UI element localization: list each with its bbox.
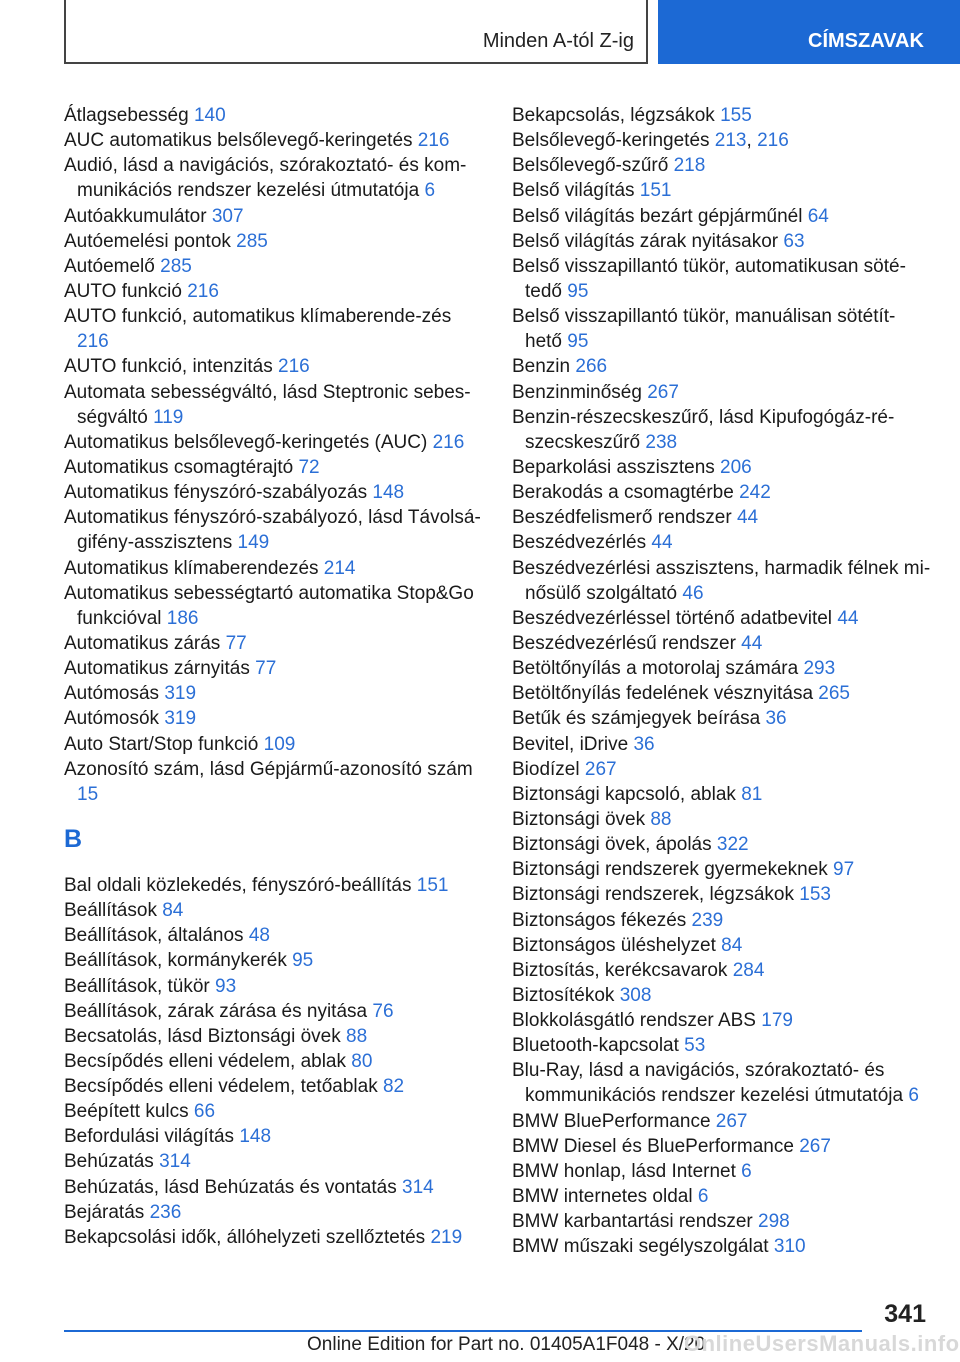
index-entry: Belsőlevegő-keringetés 213, 216 bbox=[512, 130, 789, 152]
index-term: Belsőlevegő-keringetés bbox=[512, 130, 710, 152]
index-entry bbox=[512, 631, 932, 656]
index-term: AUTO funkció bbox=[64, 280, 182, 302]
index-column-left bbox=[64, 103, 484, 1250]
index-entry bbox=[64, 898, 484, 923]
page-reference-link[interactable]: 179 bbox=[761, 1010, 793, 1032]
index-term: Biztonsági kapcsoló, ablak bbox=[512, 783, 736, 805]
index-term: Automatikus belsőlevegő-keringetés (AUC) bbox=[64, 431, 428, 453]
index-entry bbox=[64, 1149, 484, 1174]
index-term: Bekapcsolási idők, állóhelyzeti szellőztetés bbox=[64, 1226, 426, 1248]
page-reference-link[interactable]: 216 bbox=[187, 280, 219, 302]
index-term: Beszédvezérlés bbox=[512, 532, 647, 554]
index-term: Beszédvezérléssel történő adatbevitel bbox=[512, 607, 833, 629]
index-entry bbox=[512, 1159, 932, 1184]
page-reference-link[interactable]: 64 bbox=[807, 205, 829, 227]
index-term: Beépített kulcs bbox=[64, 1101, 189, 1123]
index-entry bbox=[64, 1024, 484, 1049]
page-reference-link[interactable]: 44 bbox=[741, 632, 763, 654]
index-entry bbox=[64, 254, 484, 279]
index-term: Automata sebességváltó, lásd Steptronic sebes‐ségváltó bbox=[64, 381, 471, 428]
page-reference-link[interactable]: 97 bbox=[833, 859, 855, 881]
page-reference-link[interactable]: 88 bbox=[650, 808, 672, 830]
index-term: Behúzatás bbox=[64, 1151, 154, 1173]
page-reference-link[interactable]: 314 bbox=[402, 1176, 434, 1198]
page-reference-link[interactable]: 148 bbox=[239, 1126, 272, 1148]
page-reference-link[interactable]: 149 bbox=[237, 532, 270, 554]
index-term: Beszédvezérlési asszisztens, harmadik félnek mi‐nősülő szolgáltató bbox=[512, 557, 931, 604]
index-list-right bbox=[512, 103, 932, 1259]
index-entry bbox=[512, 380, 932, 405]
index-term: Behúzatás, lásd Behúzatás és vontatás bbox=[64, 1176, 397, 1198]
index-term: Autóemelési pontok bbox=[64, 230, 231, 252]
index-term: Beállítások, általános bbox=[64, 925, 244, 947]
index-term: Automatikus sebességtartó automatika Stop&Go funkcióval bbox=[64, 582, 474, 629]
page-reference-link[interactable]: 216 bbox=[757, 130, 789, 152]
index-term: Benzin bbox=[512, 356, 571, 378]
index-entry bbox=[64, 455, 484, 480]
page-reference-link[interactable]: 46 bbox=[682, 582, 704, 604]
page-reference-link[interactable]: 44 bbox=[736, 507, 759, 529]
page-reference-link[interactable]: 307 bbox=[211, 205, 244, 227]
page-reference-link[interactable]: 53 bbox=[684, 1035, 706, 1057]
page-reference-link[interactable]: 72 bbox=[298, 456, 320, 478]
index-term: Autómosás bbox=[64, 683, 160, 705]
index-term: Becsípődés elleni védelem, ablak bbox=[64, 1050, 347, 1072]
index-term: Azonosító szám, lásd Gépjármű-azonosító szám bbox=[64, 758, 473, 780]
index-entry bbox=[64, 204, 484, 229]
footer-text: Online Edition for Part no. 01405A1F048 - X/20 bbox=[307, 1334, 706, 1355]
index-term: Beszédvezérlésű rendszer bbox=[512, 632, 736, 654]
index-entry bbox=[512, 455, 932, 480]
index-term: Beállítások, kormánykerék bbox=[64, 950, 287, 972]
page-reference-link[interactable]: 155 bbox=[720, 105, 752, 126]
index-term: Belső világítás bbox=[512, 180, 635, 202]
page-reference-link[interactable]: 48 bbox=[248, 925, 270, 947]
page-reference-link[interactable]: 6 bbox=[697, 1186, 709, 1208]
index-term: Benzin-részecskeszűrő, lásd Kipufogógáz-ré‐szecskeszűrő bbox=[512, 406, 895, 453]
index-term: Automatikus fényszóró-szabályozó, lásd Távolsá‐gifény-asszisztens bbox=[64, 507, 481, 554]
index-entry bbox=[512, 983, 932, 1008]
index-term: Beszédfelismerő rendszer bbox=[512, 507, 732, 529]
page-reference-link[interactable]: 216 bbox=[278, 356, 310, 378]
index-term: Biztonságos fékezés bbox=[512, 909, 687, 931]
index-entry bbox=[64, 1049, 484, 1074]
index-term: Beállítások, tükör bbox=[64, 975, 210, 997]
index-term: Autómosók bbox=[64, 708, 160, 730]
index-entry bbox=[64, 430, 484, 455]
index-entry bbox=[512, 782, 932, 807]
index-term: Biztonságos üléshelyzet bbox=[512, 934, 716, 956]
page-reference-link[interactable]: 36 bbox=[765, 708, 787, 730]
index-entry bbox=[64, 581, 484, 631]
page-reference-link[interactable]: 216 bbox=[417, 130, 450, 152]
index-entry bbox=[512, 958, 932, 983]
index-entry bbox=[64, 656, 484, 681]
index-entry bbox=[64, 1225, 484, 1250]
index-term: Audió, lásd a navigációs, szórakoztató- és kom‐munikációs rendszer kezelési útmutatója bbox=[64, 155, 467, 202]
index-entry bbox=[512, 405, 932, 455]
index-term: Beparkolási asszisztens bbox=[512, 456, 715, 478]
page-reference-link[interactable]: 267 bbox=[647, 381, 679, 403]
index-term: Beállítások, zárak zárása és nyitása bbox=[64, 1000, 368, 1022]
index-column-right bbox=[512, 103, 932, 1259]
index-term: Betűk és számjegyek beírása bbox=[512, 708, 761, 730]
index-entry bbox=[64, 732, 484, 757]
index-term: Biztosítékok bbox=[512, 984, 615, 1006]
index-term: Betöltőnyílás fedelének vésznyitása bbox=[512, 683, 814, 705]
index-entry bbox=[512, 706, 932, 731]
page-reference-link[interactable]: 148 bbox=[372, 482, 405, 504]
page-reference-link[interactable]: 95 bbox=[292, 950, 314, 972]
page-reference-link[interactable]: 308 bbox=[619, 984, 652, 1006]
page-reference-link[interactable]: 77 bbox=[225, 632, 247, 654]
index-term: Belsőlevegő-szűrő bbox=[512, 155, 669, 177]
page-reference-link[interactable]: 151 bbox=[639, 180, 672, 202]
index-entry bbox=[512, 354, 932, 379]
index-entry bbox=[512, 480, 932, 505]
index-term: AUTO funkció, automatikus klímaberende‐zés bbox=[64, 306, 452, 328]
page-reference-link[interactable]: 44 bbox=[651, 532, 673, 554]
index-entry bbox=[64, 229, 484, 254]
index-entry bbox=[64, 948, 484, 973]
page-reference-link[interactable]: 238 bbox=[645, 431, 678, 453]
index-entry bbox=[512, 933, 932, 958]
index-entry bbox=[512, 153, 932, 178]
index-entry bbox=[512, 178, 932, 203]
page-reference-link[interactable]: 314 bbox=[159, 1151, 191, 1173]
index-entry bbox=[512, 1058, 932, 1108]
index-entry bbox=[512, 229, 932, 254]
index-term: Belső világítás bezárt gépjárműnél bbox=[512, 205, 803, 227]
header-tab-label: CÍMSZAVAK bbox=[808, 30, 924, 52]
index-term: Biztonsági rendszerek gyermekeknek bbox=[512, 859, 828, 881]
index-entry bbox=[512, 732, 932, 757]
index-entry bbox=[512, 681, 932, 706]
page-reference-link[interactable]: 140 bbox=[193, 105, 226, 126]
index-entry bbox=[64, 1099, 484, 1124]
index-entry bbox=[512, 103, 932, 128]
index-term: Bekapcsolás, légzsákok bbox=[512, 105, 715, 126]
page-reference-link[interactable]: 6 bbox=[908, 1085, 919, 1107]
index-term: Automatikus zárás bbox=[64, 632, 221, 654]
index-entry bbox=[64, 279, 484, 304]
page-reference-link[interactable]: 109 bbox=[263, 733, 296, 755]
index-term: Bal oldali közlekedés, fényszóró-beállítás bbox=[64, 874, 412, 896]
page-reference-link[interactable]: 319 bbox=[164, 683, 197, 705]
page-reference-link[interactable]: 95 bbox=[567, 280, 589, 302]
index-term: BMW BluePerformance bbox=[512, 1110, 711, 1132]
page-reference-link[interactable]: 206 bbox=[720, 456, 752, 478]
index-term: Blu-Ray, lásd a navigációs, szórakoztató- és kommunikációs rendszer kezelési útmutatója bbox=[512, 1060, 904, 1107]
page-reference-link[interactable]: 267 bbox=[715, 1110, 748, 1132]
page-reference-link[interactable]: 285 bbox=[236, 230, 268, 252]
index-list-b bbox=[64, 873, 484, 1250]
index-entry bbox=[512, 1209, 932, 1234]
page-reference-link[interactable]: 119 bbox=[153, 406, 184, 428]
page-reference-link[interactable]: 310 bbox=[773, 1236, 806, 1258]
page-reference-link[interactable]: 153 bbox=[799, 884, 831, 906]
index-entry bbox=[64, 999, 484, 1024]
page-reference-link[interactable]: 218 bbox=[673, 155, 706, 177]
index-term: Automatikus fényszóró-szabályozás bbox=[64, 482, 368, 504]
index-entry bbox=[64, 974, 484, 999]
page-reference-link[interactable]: 66 bbox=[193, 1101, 216, 1123]
index-term: AUC automatikus belsőlevegő-keringetés bbox=[64, 130, 413, 152]
page-reference-link[interactable]: 285 bbox=[160, 255, 192, 277]
index-term: BMW honlap, lásd Internet bbox=[512, 1160, 736, 1182]
page-reference-link[interactable]: 36 bbox=[633, 733, 655, 755]
index-entry bbox=[64, 706, 484, 731]
index-entry bbox=[512, 832, 932, 857]
index-term: Befordulási világítás bbox=[64, 1126, 235, 1148]
index-entry bbox=[64, 480, 484, 505]
index-term: Auto Start/Stop funkció bbox=[64, 733, 259, 755]
index-term: BMW karbantartási rendszer bbox=[512, 1211, 753, 1233]
index-entry bbox=[64, 1175, 484, 1200]
page-reference-link[interactable]: 298 bbox=[758, 1211, 790, 1233]
page-reference-link[interactable]: 63 bbox=[783, 230, 805, 252]
page-reference-link[interactable]: 293 bbox=[803, 658, 836, 680]
index-term: Bejáratás bbox=[64, 1201, 145, 1223]
index-term: AUTO funkció, intenzitás bbox=[64, 356, 273, 378]
index-entry bbox=[512, 882, 932, 907]
index-entry bbox=[64, 1200, 484, 1225]
index-term: Becsípődés elleni védelem, tetőablak bbox=[64, 1076, 378, 1098]
index-entry bbox=[512, 530, 932, 555]
index-entry bbox=[512, 606, 932, 631]
page-reference-link[interactable]: 322 bbox=[716, 834, 749, 856]
index-term: Autóemelő bbox=[64, 255, 155, 277]
index-term: Betöltőnyílás a motorolaj számára bbox=[512, 658, 799, 680]
index-term: Biztonsági övek bbox=[512, 808, 646, 830]
index-term: Becsatolás, lásd Biztonsági övek bbox=[64, 1025, 341, 1047]
index-entry bbox=[64, 757, 484, 807]
page-reference-link[interactable]: 15 bbox=[77, 783, 99, 805]
index-entry bbox=[64, 873, 484, 898]
index-entry bbox=[64, 923, 484, 948]
index-term: Benzinminőség bbox=[512, 381, 642, 403]
index-entry bbox=[64, 103, 484, 128]
index-term: BMW Diesel és BluePerformance bbox=[512, 1135, 794, 1157]
header-tab[interactable] bbox=[658, 0, 960, 64]
page-reference-link[interactable]: 77 bbox=[255, 658, 277, 680]
page-reference-link[interactable]: 44 bbox=[837, 607, 859, 629]
page-reference-link[interactable]: 93 bbox=[215, 975, 237, 997]
index-entry bbox=[512, 1033, 932, 1058]
page-reference-link[interactable]: 242 bbox=[739, 482, 771, 504]
page-reference-link[interactable]: 82 bbox=[382, 1076, 405, 1098]
index-term: Belső világítás zárak nyitásakor bbox=[512, 230, 779, 252]
index-entry bbox=[512, 254, 932, 304]
index-term: Automatikus zárnyitás bbox=[64, 658, 250, 680]
index-term: Biodízel bbox=[512, 758, 580, 780]
index-term: BMW internetes oldal bbox=[512, 1186, 693, 1208]
page-reference-link[interactable]: 95 bbox=[567, 331, 589, 353]
index-term: Bluetooth-kapcsolat bbox=[512, 1035, 679, 1057]
index-term: Berakodás a csomagtérbe bbox=[512, 482, 734, 504]
page-reference-link[interactable]: 236 bbox=[149, 1201, 182, 1223]
index-entry bbox=[512, 807, 932, 832]
index-entry bbox=[64, 631, 484, 656]
page-reference-link[interactable]: 6 bbox=[424, 180, 436, 202]
page-number: 341 bbox=[884, 1300, 926, 1328]
index-term: Biztonsági övek, ápolás bbox=[512, 834, 712, 856]
page-reference-link[interactable]: 81 bbox=[741, 783, 763, 805]
page-reference-link[interactable]: 219 bbox=[430, 1226, 463, 1248]
index-term: Automatikus klímaberendezés bbox=[64, 557, 319, 579]
index-entry bbox=[512, 1109, 932, 1134]
index-entry bbox=[64, 505, 484, 555]
index-entry bbox=[512, 505, 932, 530]
index-entry bbox=[64, 1124, 484, 1149]
index-entry bbox=[512, 1008, 932, 1033]
index-entry bbox=[512, 556, 932, 606]
page-reference-link[interactable]: 267 bbox=[799, 1135, 831, 1157]
page-reference-link[interactable]: 239 bbox=[691, 909, 724, 931]
index-term: Bevitel, iDrive bbox=[512, 733, 629, 755]
page-reference-link[interactable]: 284 bbox=[732, 959, 765, 981]
index-entry bbox=[64, 556, 484, 581]
index-entry bbox=[512, 757, 932, 782]
page-reference-link[interactable]: 76 bbox=[372, 1000, 394, 1022]
index-entry bbox=[512, 304, 932, 354]
page-reference-link[interactable]: 6 bbox=[741, 1160, 752, 1182]
index-entry bbox=[512, 908, 932, 933]
index-term: Autóakkumulátor bbox=[64, 205, 207, 227]
index-entry bbox=[512, 1234, 932, 1259]
index-entry bbox=[64, 304, 484, 354]
page-reference-link[interactable]: 319 bbox=[164, 708, 197, 730]
index-entry bbox=[64, 1074, 484, 1099]
index-list-a bbox=[64, 103, 484, 807]
index-entry bbox=[64, 354, 484, 379]
index-term: Átlagsebesség bbox=[64, 105, 189, 126]
page-reference-link[interactable]: 265 bbox=[818, 683, 850, 705]
header-title: Minden A-tól Z-ig bbox=[482, 30, 634, 52]
page-reference-link[interactable]: 88 bbox=[346, 1025, 368, 1047]
index-term: Biztosítás, kerékcsavarok bbox=[512, 959, 728, 981]
index-term: Belső visszapillantó tükör, automatikusan söté‐tedő bbox=[512, 255, 906, 302]
section-letter: B bbox=[64, 824, 83, 853]
page-reference-link[interactable]: 84 bbox=[721, 934, 743, 956]
index-entry bbox=[512, 656, 932, 681]
index-entry bbox=[512, 1184, 932, 1209]
index-entry bbox=[64, 128, 484, 153]
page-reference-link[interactable]: 216 bbox=[77, 331, 109, 353]
page-reference-link[interactable]: 216 bbox=[432, 431, 465, 453]
index-entry bbox=[512, 204, 932, 229]
page-reference-link[interactable]: 84 bbox=[162, 900, 184, 922]
index-term: Blokkolásgátló rendszer ABS bbox=[512, 1010, 756, 1032]
index-term: Biztonsági rendszerek, légzsákok bbox=[512, 884, 794, 906]
index-entry bbox=[64, 153, 484, 203]
page-reference-link[interactable]: 186 bbox=[166, 607, 199, 629]
page-reference-link[interactable]: 267 bbox=[584, 758, 617, 780]
index-term: BMW műszaki segélyszolgálat bbox=[512, 1236, 769, 1258]
page-reference-link[interactable]: 80 bbox=[351, 1050, 373, 1072]
page-reference-link[interactable]: 213 bbox=[714, 130, 747, 152]
index-entry bbox=[64, 380, 484, 430]
footer-watermark: OnlineUsersManuals.info bbox=[684, 1331, 960, 1356]
index-term: Beállítások bbox=[64, 900, 157, 922]
page-reference-link[interactable]: 266 bbox=[575, 356, 608, 378]
index-term: Automatikus csomagtérajtó bbox=[64, 456, 294, 478]
index-entry bbox=[64, 681, 484, 706]
index-term: Belső visszapillantó tükör, manuálisan sötétít‐hető bbox=[512, 306, 896, 353]
index-entry bbox=[512, 1134, 932, 1159]
page-reference-link[interactable]: 214 bbox=[323, 557, 356, 579]
index-entry bbox=[512, 857, 932, 882]
header-title-box bbox=[64, 0, 648, 64]
page-reference-link[interactable]: 151 bbox=[416, 874, 449, 896]
